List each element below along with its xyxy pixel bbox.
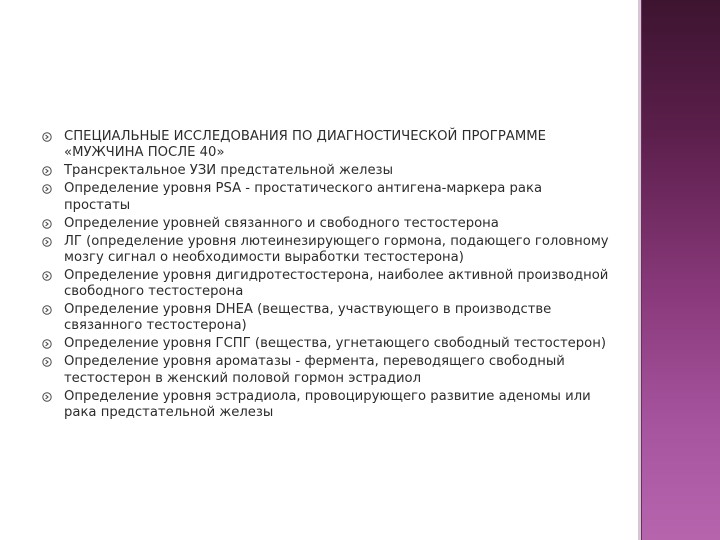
circled-arrow-icon <box>42 237 52 247</box>
circled-arrow-icon <box>42 357 52 367</box>
circled-arrow-icon <box>42 392 52 402</box>
list-item <box>42 389 612 422</box>
list-item-text: Определение уровня ГСПГ (вещества, угнетающего свободный тестостерон) <box>64 336 606 352</box>
list-item <box>42 336 612 352</box>
circled-arrow-icon <box>42 271 52 281</box>
decorative-side-panel <box>642 0 720 540</box>
list-item <box>42 234 612 267</box>
circled-arrow-icon <box>42 184 52 194</box>
list-item <box>42 268 612 301</box>
list-item <box>42 181 612 214</box>
list-item-text: Трансректальное УЗИ предстательной железы <box>64 163 393 179</box>
list-item <box>42 129 612 162</box>
list-item <box>42 302 612 335</box>
list-item-text: Определение уровня DHEA (вещества, участвующего в производстве связанного тестостерона) <box>64 302 552 334</box>
list-item <box>42 163 612 179</box>
list-item-text: Определение уровней связанного и свободного тестостерона <box>64 215 499 231</box>
circled-arrow-icon <box>42 219 52 229</box>
list-item-text: Определение уровня ароматазы - фермента, переводящего свободный тестостерон в женский половой гормон эстрадиол <box>64 354 565 386</box>
circled-arrow-icon <box>42 166 52 176</box>
list-item-text: ЛГ (определение уровня лютеинезирующего гормона, подающего головному мозгу сигнал о необходимости выработки тестостерона) <box>64 233 609 265</box>
circled-arrow-icon <box>42 132 52 142</box>
bullet-list <box>42 129 612 423</box>
circled-arrow-icon <box>42 339 52 349</box>
list-item-text: Определение уровня эстрадиола, провоцирующего развитие аденомы или рака предстательной железы <box>64 388 591 420</box>
circled-arrow-icon <box>42 305 52 315</box>
list-item <box>42 216 612 232</box>
list-item-text: Определение уровня PSA - простатического антигена-маркера рака простаты <box>64 181 543 213</box>
list-item <box>42 354 612 387</box>
list-item-text: Определение уровня дигидротестостерона, наиболее активной производной свободного тестостерона <box>64 267 609 300</box>
list-item-text: СПЕЦИАЛЬНЫЕ ИССЛЕДОВАНИЯ ПО ДИАГНОСТИЧЕСКОЙ ПРОГРАММЕ «МУЖЧИНА ПОСЛЕ 40» <box>64 129 546 161</box>
